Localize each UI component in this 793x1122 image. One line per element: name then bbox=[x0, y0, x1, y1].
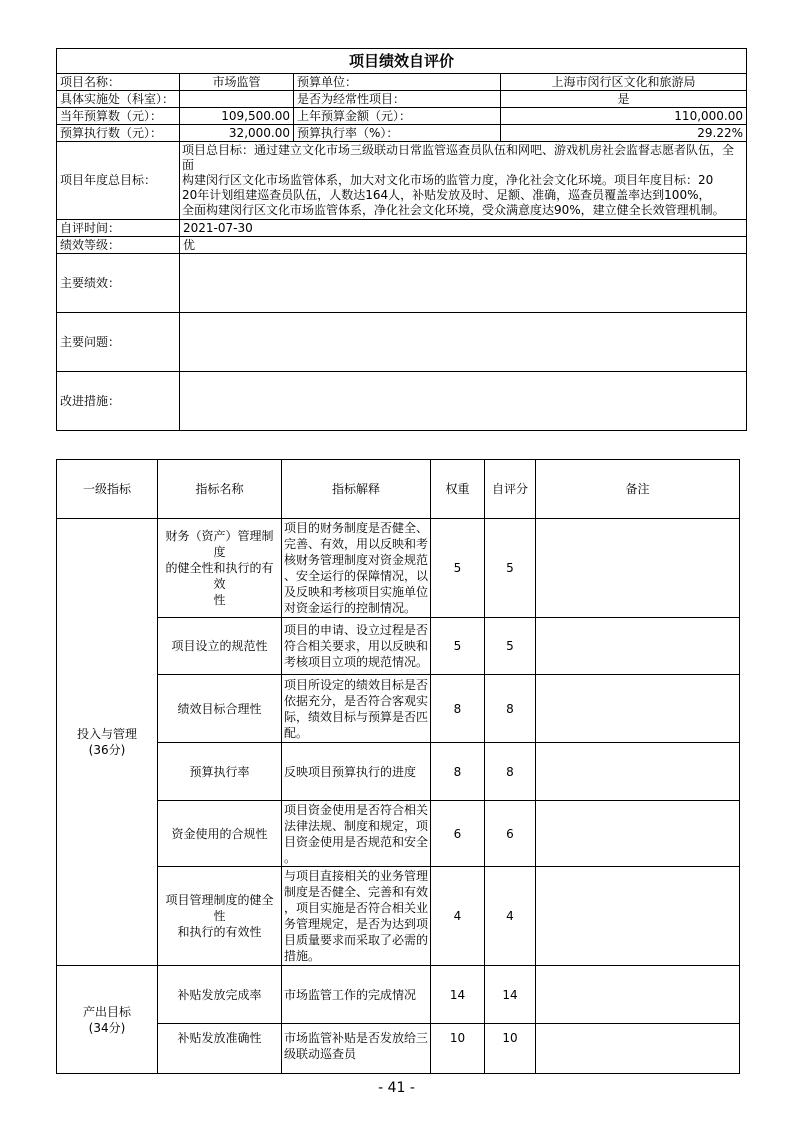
desc-line: 务管理规定，是否为达到项 bbox=[284, 917, 429, 931]
indicator-name bbox=[158, 867, 282, 966]
page-title: 项目绩效自评价 bbox=[57, 49, 747, 74]
header-level1: 一级指标 bbox=[57, 460, 158, 519]
desc-line: 核财务管理制度对资金规范 bbox=[284, 553, 429, 567]
note bbox=[536, 801, 740, 867]
name-line: 补贴发放准确性 bbox=[177, 1031, 262, 1045]
indicator-name bbox=[158, 966, 282, 1024]
level1-name-line: (34分) bbox=[88, 1020, 126, 1035]
name-line: 项目设立的规范性 bbox=[171, 639, 268, 653]
goal-line: 项目总目标：通过建立文化市场三级联动日常监管巡查员队伍和网吧、游戏机房社会监督志愿者队伍，全面 bbox=[182, 143, 735, 172]
main-performance-value bbox=[180, 254, 747, 313]
note bbox=[536, 618, 740, 675]
last-budget-label: 上年预算金额（元）： bbox=[294, 108, 501, 125]
level1-name-line: 投入与管理 bbox=[76, 727, 137, 741]
name-line: 财务（资产）管理制度 bbox=[165, 529, 274, 559]
desc-line: 市场监管补贴是否发放给三 bbox=[284, 1031, 429, 1045]
indicator-name bbox=[158, 675, 282, 743]
improvement-label: 改进措施： bbox=[57, 372, 180, 431]
last-budget-value: 110,000.00 bbox=[501, 108, 747, 125]
desc-line: 配。 bbox=[284, 725, 309, 740]
grade-label: 绩效等级： bbox=[57, 237, 180, 254]
name-line: 性 bbox=[213, 593, 226, 607]
table-row bbox=[57, 1024, 740, 1074]
page-number: - 41 - bbox=[378, 1080, 415, 1096]
name-line: 的健全性和执行的有效 bbox=[165, 561, 274, 591]
desc-line: 项目资金使用是否符合相关 bbox=[284, 802, 429, 817]
self-score: 4 bbox=[485, 867, 536, 966]
exec-rate-label: 预算执行率（%）： bbox=[294, 125, 501, 142]
desc-line: 、安全运行的保障情况，以 bbox=[284, 569, 429, 583]
implementer-value bbox=[180, 91, 294, 108]
header-indicator-desc: 指标解释 bbox=[282, 460, 431, 519]
current-budget-label: 当年预算数（元）： bbox=[57, 108, 180, 125]
weight: 8 bbox=[431, 743, 485, 801]
self-score: 8 bbox=[485, 675, 536, 743]
goal-line: 20年计划组建巡查员队伍，人数达164人，补贴发放及时、足额、准确，巡查员覆盖率达到100%， bbox=[182, 188, 711, 202]
indicator-desc bbox=[282, 743, 431, 801]
goal-line: 全面构建闵行区文化市场监管体系，净化社会文化环境，受众满意度达90%，建立健全长效管理机制。 bbox=[182, 203, 725, 217]
main-issues-label: 主要问题： bbox=[57, 313, 180, 372]
indicator-name bbox=[158, 519, 282, 618]
indicator-table bbox=[56, 459, 740, 1074]
self-score: 5 bbox=[485, 519, 536, 618]
table-row bbox=[57, 519, 740, 618]
name-line: 绩效目标合理性 bbox=[177, 701, 262, 716]
indicator-desc bbox=[282, 801, 431, 867]
header-weight: 权重 bbox=[431, 460, 485, 519]
note bbox=[536, 1024, 740, 1074]
self-score: 8 bbox=[485, 743, 536, 801]
weight: 8 bbox=[431, 675, 485, 743]
level1-output-goals bbox=[57, 966, 158, 1074]
self-score: 6 bbox=[485, 801, 536, 867]
desc-line: 符合相关要求，用以反映和 bbox=[284, 639, 429, 653]
desc-line: 。 bbox=[284, 850, 297, 865]
name-line: 项目管理制度的健全性 bbox=[165, 893, 274, 923]
self-score: 10 bbox=[485, 1024, 536, 1074]
weight: 6 bbox=[431, 801, 485, 867]
note bbox=[536, 743, 740, 801]
exec-rate-value: 29.22% bbox=[501, 125, 747, 142]
weight: 5 bbox=[431, 519, 485, 618]
desc-line: 目质量要求而采取了必需的 bbox=[284, 933, 429, 947]
goal-line: 构建闵行区文化市场监管体系，加大对文化市场的监管力度，净化社会文化环境。项目年度目标：20 bbox=[182, 173, 714, 187]
desc-line: 反映项目预算执行的进度 bbox=[284, 764, 417, 779]
header-notes: 备注 bbox=[536, 460, 740, 519]
project-name-label: 项目名称： bbox=[57, 74, 180, 91]
main-issues-value bbox=[180, 313, 747, 372]
implementer-label: 具体实施处（科室）： bbox=[57, 91, 180, 108]
self-score: 5 bbox=[485, 618, 536, 675]
indicator-desc bbox=[282, 966, 431, 1024]
table-row bbox=[57, 675, 740, 743]
desc-line: 措施。 bbox=[284, 949, 321, 963]
note bbox=[536, 867, 740, 966]
indicator-name bbox=[158, 1024, 282, 1074]
desc-line: ，项目实施是否符合相关业 bbox=[284, 901, 429, 915]
project-name-value: 市场监管 bbox=[180, 74, 294, 91]
desc-line: 完善、有效，用以反映和考 bbox=[284, 537, 429, 551]
level1-input-management bbox=[57, 519, 158, 966]
table-row bbox=[57, 966, 740, 1024]
desc-line: 对资金运行的控制情况。 bbox=[284, 601, 417, 615]
weight: 4 bbox=[431, 867, 485, 966]
header-self-score: 自评分 bbox=[485, 460, 536, 519]
indicator-desc bbox=[282, 519, 431, 618]
indicator-name bbox=[158, 801, 282, 867]
desc-line: 目资金使用是否规范和安全 bbox=[284, 834, 429, 849]
level1-name-line: 产出目标 bbox=[82, 1004, 131, 1019]
self-score: 14 bbox=[485, 966, 536, 1024]
eval-time-value: 2021-07-30 bbox=[180, 220, 747, 237]
desc-line: 制度是否健全、完善和有效 bbox=[284, 885, 429, 899]
table-row bbox=[57, 867, 740, 966]
annual-goal-label: 项目年度总目标： bbox=[57, 142, 180, 220]
improvement-value bbox=[180, 372, 747, 431]
weight: 10 bbox=[431, 1024, 485, 1074]
main-performance-label: 主要绩效： bbox=[57, 254, 180, 313]
indicator-desc bbox=[282, 675, 431, 743]
desc-line: 及反映和考核项目实施单位 bbox=[284, 585, 429, 599]
desc-line: 市场监管工作的完成情况 bbox=[284, 987, 417, 1002]
eval-time-label: 自评时间： bbox=[57, 220, 180, 237]
header-indicator-name: 指标名称 bbox=[158, 460, 282, 519]
recurring-label: 是否为经常性项目： bbox=[294, 91, 501, 108]
note bbox=[536, 966, 740, 1024]
table-row bbox=[57, 743, 740, 801]
desc-line: 考核项目立项的规范情况。 bbox=[284, 655, 429, 669]
indicator-desc bbox=[282, 1024, 431, 1074]
level1-name-line: (36分) bbox=[88, 743, 126, 757]
recurring-value: 是 bbox=[501, 91, 747, 108]
desc-line: 际，绩效目标与预算是否匹 bbox=[284, 709, 429, 724]
budget-unit-label: 预算单位： bbox=[294, 74, 501, 91]
name-line: 预算执行率 bbox=[189, 764, 250, 779]
name-line: 和执行的有效性 bbox=[177, 925, 262, 939]
desc-line: 法律法规、制度和规定，项 bbox=[284, 818, 429, 833]
desc-line: 级联动巡查员 bbox=[284, 1047, 357, 1061]
budget-unit-value: 上海市闵行区文化和旅游局 bbox=[501, 74, 747, 91]
indicator-desc bbox=[282, 867, 431, 966]
grade-value: 优 bbox=[180, 237, 747, 254]
table-row bbox=[57, 618, 740, 675]
desc-line: 项目所设定的绩效目标是否 bbox=[284, 677, 429, 692]
desc-line: 与项目直接相关的业务管理 bbox=[284, 869, 429, 883]
table-row bbox=[57, 801, 740, 867]
desc-line: 依据充分，是否符合客观实 bbox=[284, 693, 429, 708]
indicator-name bbox=[158, 618, 282, 675]
weight: 14 bbox=[431, 966, 485, 1024]
annual-goal-text bbox=[180, 142, 747, 220]
desc-line: 项目的申请、设立过程是否 bbox=[284, 623, 429, 637]
name-line: 补贴发放完成率 bbox=[177, 987, 262, 1002]
indicator-name bbox=[158, 743, 282, 801]
current-budget-value: 109,500.00 bbox=[180, 108, 294, 125]
exec-amount-label: 预算执行数（元）： bbox=[57, 125, 180, 142]
name-line: 资金使用的合规性 bbox=[171, 826, 268, 841]
exec-amount-value: 32,000.00 bbox=[180, 125, 294, 142]
note bbox=[536, 519, 740, 618]
weight: 5 bbox=[431, 618, 485, 675]
project-info-table bbox=[56, 48, 747, 431]
indicator-desc bbox=[282, 618, 431, 675]
desc-line: 项目的财务制度是否健全、 bbox=[284, 521, 429, 535]
note bbox=[536, 675, 740, 743]
